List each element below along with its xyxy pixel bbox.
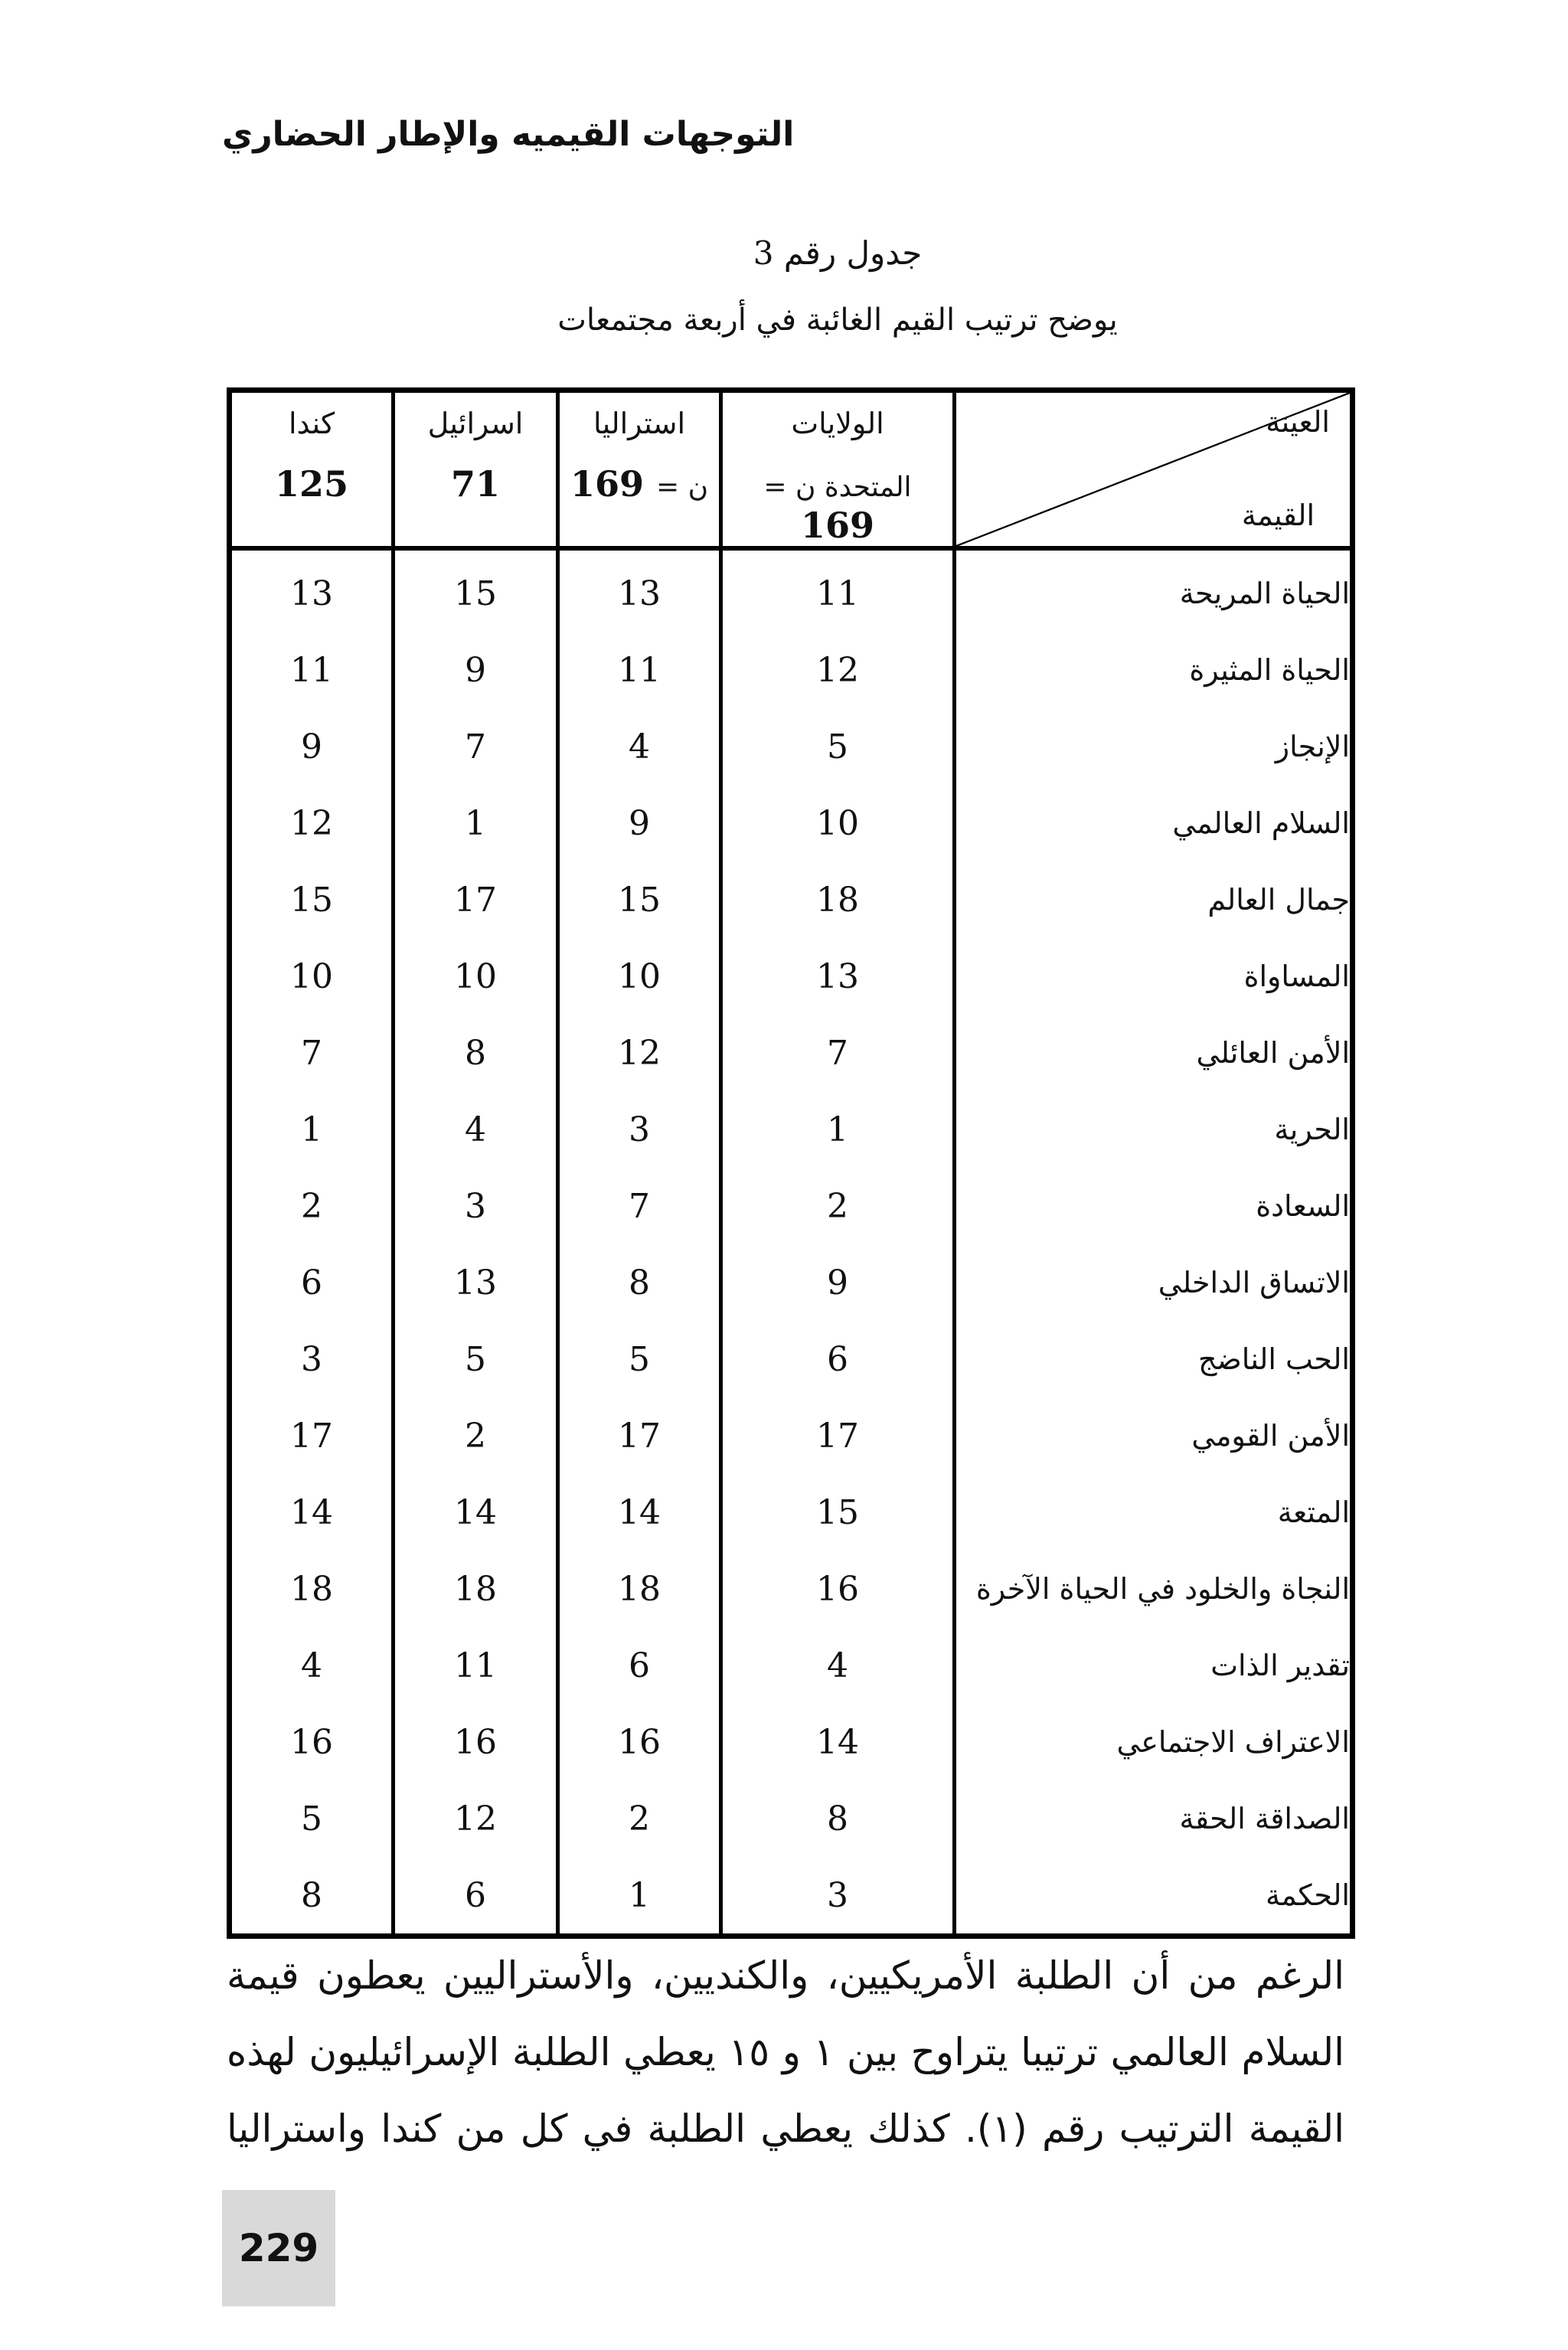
row-value-name: جمال العالم (955, 861, 1353, 938)
cell-us: 4 (721, 1627, 955, 1704)
cell-israel: 9 (394, 632, 558, 708)
row-value-name: تقدير الذات (955, 1627, 1353, 1704)
table-row (230, 632, 1353, 708)
cell-canada: 7 (301, 1033, 322, 1073)
running-header: التوجهات القيميه والإطار الحضاري (222, 115, 795, 154)
table-number: جدول رقم 3 (753, 234, 923, 272)
column-n-label: ن = (656, 472, 709, 503)
cell-canada: 8 (301, 1875, 322, 1915)
cell-australia: 14 (558, 1474, 721, 1551)
cell-us: 2 (721, 1168, 955, 1244)
column-header-australia (558, 391, 721, 549)
cell-us: 7 (721, 1015, 955, 1091)
cell-israel: 4 (394, 1091, 558, 1168)
cell-australia: 7 (558, 1168, 721, 1244)
cell-australia: 11 (558, 632, 721, 708)
row-value-name: النجاة والخلود في الحياة الآخرة (955, 1551, 1353, 1627)
column-name: اسرائيل (427, 407, 524, 440)
body-line: الرغم من أن الطلبة الأمريكيين، والكنديين، والأستراليين يعطون قيمة (227, 1953, 1344, 1998)
row-value-name: الأمن القومي (955, 1397, 1353, 1474)
cell-canada: 2 (301, 1186, 322, 1226)
column-n (723, 463, 952, 546)
row-value-name: الاتساق الداخلي (955, 1244, 1353, 1321)
cell-us: 9 (721, 1244, 955, 1321)
cell-us: 16 (721, 1551, 955, 1627)
cell-canada: 17 (290, 1416, 333, 1456)
cell-israel: 1 (394, 785, 558, 861)
table-body (230, 548, 1353, 1937)
corner-cell (955, 391, 1353, 549)
cell-us: 6 (721, 1321, 955, 1397)
row-value-name: الحب الناضج (955, 1321, 1353, 1397)
cell-canada: 1 (301, 1110, 322, 1149)
column-n (395, 463, 556, 505)
cell-us: 15 (721, 1474, 955, 1551)
table-row (230, 708, 1353, 785)
row-value-name: الاعتراف الاجتماعي (955, 1704, 1353, 1780)
row-value-name: الإنجاز (955, 708, 1353, 785)
cell-israel: 12 (394, 1780, 558, 1857)
table-row (230, 785, 1353, 861)
table-row (230, 1244, 1353, 1321)
cell-canada: 3 (301, 1339, 322, 1379)
cell-australia: 6 (558, 1627, 721, 1704)
table-header-row (230, 391, 1353, 549)
column-n-value: 71 (450, 463, 500, 505)
cell-us: 1 (721, 1091, 955, 1168)
row-value-name: الأمن العائلي (955, 1015, 1353, 1091)
cell-us: 13 (721, 938, 955, 1015)
column-name: الولايات (791, 407, 884, 440)
table-subtitle-text: يوضح ترتيب القيم الغائبة في أربعة مجتمعات (557, 302, 1118, 338)
cell-israel: 14 (394, 1474, 558, 1551)
column-name: استراليا (593, 407, 685, 440)
corner-value-label: القيمة (1241, 498, 1315, 532)
row-value-name: الحياة المريحة (955, 548, 1353, 632)
cell-australia: 9 (558, 785, 721, 861)
cell-canada: 15 (290, 880, 333, 920)
cell-us: 8 (721, 1780, 955, 1857)
table-row (230, 1857, 1353, 1937)
cell-us: 11 (721, 548, 955, 632)
cell-australia: 10 (558, 938, 721, 1015)
table-row (230, 1397, 1353, 1474)
row-value-name: السعادة (955, 1168, 1353, 1244)
cell-israel: 18 (394, 1551, 558, 1627)
cell-israel: 3 (394, 1168, 558, 1244)
cell-us: 3 (721, 1857, 955, 1937)
cell-australia: 16 (558, 1704, 721, 1780)
cell-australia: 2 (558, 1780, 721, 1857)
table-row (230, 1551, 1353, 1627)
body-line: السلام العالمي ترتيبا يتراوح بين ١ و ١٥ يعطي الطلبة الإسرائيليون لهذه (227, 2030, 1345, 2074)
table-row (230, 1780, 1353, 1857)
cell-israel: 17 (394, 861, 558, 938)
table-row (230, 1015, 1353, 1091)
row-value-name: الحكمة (955, 1857, 1353, 1937)
page-number: 229 (222, 2190, 335, 2306)
column-n-value: 169 (570, 463, 644, 505)
cell-us: 18 (721, 861, 955, 938)
cell-australia: 8 (558, 1244, 721, 1321)
cell-canada: 11 (290, 650, 333, 690)
row-value-name: المتعة (955, 1474, 1353, 1551)
table-row (230, 1704, 1353, 1780)
table-row (230, 1627, 1353, 1704)
table-row (230, 861, 1353, 938)
cell-us: 5 (721, 708, 955, 785)
cell-canada: 16 (290, 1722, 333, 1762)
row-value-name: المساواة (955, 938, 1353, 1015)
cell-canada: 5 (301, 1799, 322, 1838)
column-n (560, 463, 719, 505)
cell-us: 14 (721, 1704, 955, 1780)
cell-australia: 12 (558, 1015, 721, 1091)
table-row (230, 1168, 1353, 1244)
cell-australia: 18 (558, 1551, 721, 1627)
cell-israel: 8 (394, 1015, 558, 1091)
cell-canada: 6 (301, 1263, 322, 1302)
cell-australia: 17 (558, 1397, 721, 1474)
cell-israel: 11 (394, 1627, 558, 1704)
row-value-name: الصداقة الحقة (955, 1780, 1353, 1857)
table-row (230, 1474, 1353, 1551)
table-row (230, 1091, 1353, 1168)
column-n-label: المتحدة ن = (763, 472, 912, 503)
column-n-value: 169 (800, 505, 875, 546)
cell-israel: 13 (394, 1244, 558, 1321)
cell-canada: 10 (290, 956, 333, 996)
row-value-name: السلام العالمي (955, 785, 1353, 861)
cell-australia: 3 (558, 1091, 721, 1168)
cell-israel: 16 (394, 1704, 558, 1780)
cell-canada: 18 (290, 1569, 333, 1609)
table-row (230, 938, 1353, 1015)
cell-israel: 2 (394, 1397, 558, 1474)
cell-israel: 7 (394, 708, 558, 785)
cell-israel: 10 (394, 938, 558, 1015)
cell-us: 12 (721, 632, 955, 708)
cell-us: 17 (721, 1397, 955, 1474)
cell-israel: 6 (394, 1857, 558, 1937)
cell-canada: 12 (290, 803, 333, 843)
cell-australia: 15 (558, 861, 721, 938)
table-row (230, 1321, 1353, 1397)
cell-australia: 13 (558, 548, 721, 632)
body-paragraph (227, 1937, 1344, 2167)
ranking-table-wrapper (227, 387, 1355, 1939)
column-n (232, 463, 391, 505)
table-row (230, 548, 1353, 632)
cell-australia: 1 (558, 1857, 721, 1937)
column-header-canada (230, 391, 394, 549)
row-value-name: الحياة المثيرة (955, 632, 1353, 708)
column-header-israel (394, 391, 558, 549)
table-subtitle (54, 302, 1568, 338)
column-header-us (721, 391, 955, 549)
body-line: القيمة الترتيب رقم (١). كذلك يعطي الطلبة في كل من كندا واستراليا (227, 2107, 1344, 2151)
cell-canada: 9 (301, 727, 322, 766)
cell-canada: 14 (290, 1492, 333, 1532)
row-value-name: الحرية (955, 1091, 1353, 1168)
column-n-value: 125 (274, 463, 349, 505)
ranking-table (227, 387, 1355, 1939)
cell-israel: 15 (394, 548, 558, 632)
cell-us: 10 (721, 785, 955, 861)
table-number-caption (54, 234, 1568, 272)
cell-canada: 13 (290, 574, 333, 613)
cell-israel: 5 (394, 1321, 558, 1397)
column-name: كندا (288, 407, 335, 440)
corner-sample-label: العينة (1266, 405, 1330, 439)
cell-canada: 4 (301, 1646, 322, 1685)
cell-australia: 4 (558, 708, 721, 785)
cell-australia: 5 (558, 1321, 721, 1397)
